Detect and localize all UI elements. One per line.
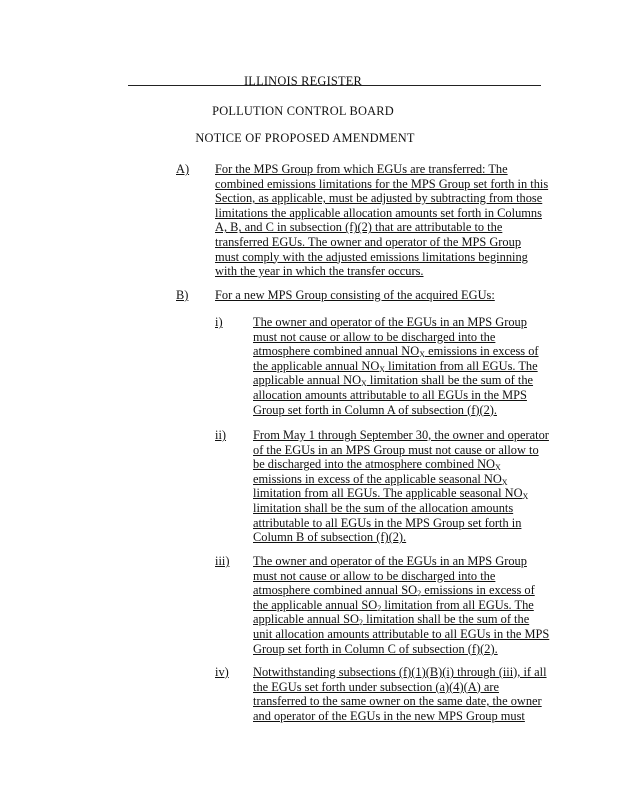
sub-iv-line: and operator of the EGUs in the new MPS Group must [253, 708, 525, 723]
sub-ii-line [253, 472, 549, 487]
sub-i-text: emissions in excess of [424, 344, 539, 359]
sub-ii-line: limitation shall be the sum of the allocation amounts [253, 500, 514, 515]
sub-ii-text: emissions in excess of the applicable seasonal NO [253, 471, 502, 486]
item-a-line: must comply with the adjusted emissions limitations beginning [215, 249, 528, 264]
sub-i-line: The owner and operator of the EGUs in an MPS Group [253, 315, 527, 329]
subscript: X [379, 364, 386, 374]
sub-ii-line: of the EGUs in an MPS Group must not cause or allow to [253, 442, 539, 457]
sub-i-text: limitation shall be the sum of the [366, 373, 534, 388]
sub-iii-marker: iii) [215, 554, 230, 568]
sub-i-line [253, 373, 539, 388]
item-b-intro-text: For a new MPS Group consisting of the acquired EGUs: [215, 288, 495, 302]
sub-iv-line: Notwithstanding subsections (f)(1)(B)(i) through (iii), if all [253, 665, 547, 679]
sub-i-marker: i) [215, 315, 223, 329]
sub-i-text: limitation from all EGUs. The [385, 358, 538, 373]
sub-iv-line: the EGUs set forth under subsection (a)(4)(A) are [253, 679, 500, 694]
sub-ii-text: limitation from all EGUs. The applicable seasonal NO [253, 486, 523, 501]
item-b-marker: B) [176, 288, 189, 302]
sub-iii-paragraph [253, 554, 549, 656]
sub-ii-text: be discharged into the atmosphere combined NO [253, 457, 496, 472]
subscript: X [495, 463, 501, 473]
sub-i-text: applicable annual NO [253, 373, 362, 388]
sub-ii-line: From May 1 through September 30, the owner and operator [253, 428, 549, 442]
sub-iii-line [253, 583, 549, 598]
sub-ii-marker: ii) [215, 428, 227, 442]
sub-iii-line [253, 598, 549, 613]
sub-ii-line [253, 486, 549, 501]
sub-i-paragraph [253, 315, 539, 417]
item-a-line: A, B, and C in subsection (f)(2) that are attributable to the [215, 220, 503, 235]
sub-i-line [253, 359, 539, 374]
sub-i-line: allocation amounts attributable to all EGUs in the MPS [253, 387, 527, 402]
item-a-paragraph [215, 162, 548, 279]
notice-title: NOTICE OF PROPOSED AMENDMENT [195, 131, 415, 145]
item-a-line: limitations the applicable allocation amounts set forth in Columns [215, 205, 542, 220]
sub-i-line [253, 344, 539, 359]
sub-iv-paragraph [253, 665, 547, 723]
subscript: X [501, 477, 508, 487]
sub-iii-text: limitation shall be the sum of the [362, 612, 530, 627]
item-b-intro [215, 288, 495, 303]
sub-iii-text: applicable annual SO [253, 612, 359, 627]
register-title: ILLINOIS REGISTER [243, 74, 362, 88]
sub-iv-line: transferred to the same owner on the same date, the owner [253, 694, 542, 709]
sub-iii-text: atmosphere combined annual SO [253, 583, 418, 598]
sub-ii-line: Column B of subsection (f)(2). [253, 530, 407, 545]
sub-iii-line: must not cause or allow to be discharged into the [253, 568, 496, 583]
subscript: 2 [358, 618, 363, 628]
sub-iii-line: The owner and operator of the EGUs in an MPS Group [253, 554, 527, 568]
item-a-line: transferred EGUs. The owner and operator of the MPS Group [215, 234, 522, 249]
sub-iii-line: Group set forth in Column C of subsection (f)(2). [253, 641, 498, 656]
sub-ii-paragraph [253, 428, 549, 545]
item-a-line: Section, as applicable, must be adjusted by subtracting from those [215, 191, 543, 206]
item-a-line: with the year in which the transfer occurs. [215, 264, 424, 279]
sub-i-line: must not cause or allow to be discharged into the [253, 329, 496, 344]
item-a-marker: A) [176, 162, 190, 176]
sub-iii-text: emissions in excess of [421, 583, 535, 598]
subscript: X [522, 492, 529, 502]
item-a-line: For the MPS Group from which EGUs are transferred: The [215, 162, 508, 176]
sub-i-line: Group set forth in Column A of subsection (f)(2). [253, 402, 497, 417]
item-a-line: combined emissions limitations for the MPS Group set forth in this [215, 176, 549, 191]
subscript: X [361, 379, 367, 389]
sub-iii-text: the applicable annual SO [253, 597, 378, 612]
subscript: X [419, 350, 425, 360]
subscript: 2 [377, 603, 382, 613]
sub-iii-line [253, 612, 549, 627]
sub-iv-marker: iv) [215, 665, 229, 679]
sub-ii-line: attributable to all EGUs in the MPS Group set forth in [253, 515, 522, 530]
sub-iii-text: limitation from all EGUs. The [381, 597, 534, 612]
sub-i-text: the applicable annual NO [253, 358, 380, 373]
sub-iii-line: unit allocation amounts attributable to all EGUs in the MPS [253, 626, 550, 641]
sub-i-text: atmosphere combined annual NO [253, 344, 420, 359]
subscript: 2 [417, 589, 422, 599]
board-title: POLLUTION CONTROL BOARD [212, 104, 394, 118]
sub-ii-line [253, 457, 549, 472]
